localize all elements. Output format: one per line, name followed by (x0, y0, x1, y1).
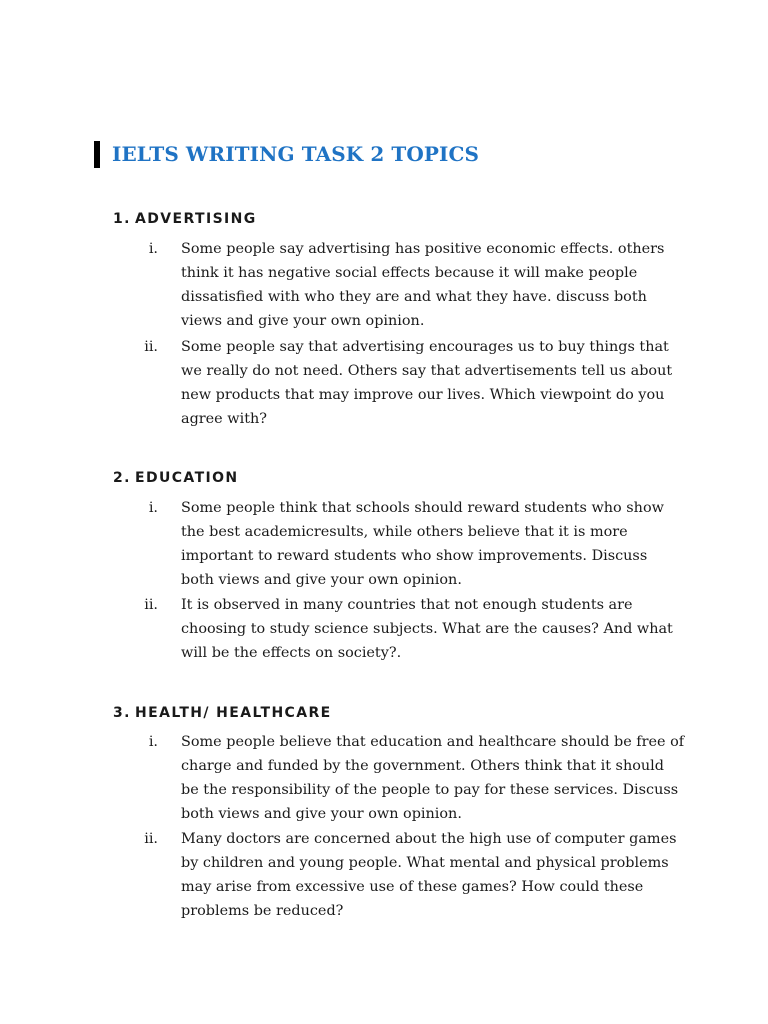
section-heading (113, 470, 239, 486)
text-line: It is observed in many countries that not enough students are (181, 597, 633, 613)
text-line: by children and young people. What mental and physical problems (181, 855, 669, 871)
list-item-text (181, 496, 664, 592)
text-line: charge and funded by the government. Others think that it should (181, 758, 664, 774)
title-block (94, 140, 479, 168)
list-marker: ii. (144, 597, 158, 613)
section-heading (113, 705, 332, 721)
list-marker: ii. (144, 831, 158, 847)
list-item-text (181, 237, 665, 333)
section-title: HEALTH/ HEALTHCARE (135, 705, 332, 721)
text-line: think it has negative social effects because it will make people (181, 265, 638, 281)
text-line: Some people say advertising has positive economic effects. others (181, 241, 665, 257)
text-line: may arise from excessive use of these games? How could these (181, 879, 644, 895)
list-item-text (181, 730, 685, 826)
text-line: new products that may improve our lives. Which viewpoint do you (181, 387, 665, 403)
list-item-text (181, 335, 673, 431)
list-item-text (181, 593, 673, 665)
list-marker: i. (148, 500, 158, 516)
section-number: 3. (113, 705, 131, 721)
list-marker: ii. (144, 339, 158, 355)
title-accent-bar (94, 141, 100, 168)
section-title: EDUCATION (135, 470, 239, 486)
text-line: important to reward students who show improvements. Discuss (181, 548, 648, 564)
text-line: both views and give your own opinion. (181, 806, 462, 822)
text-line: will be the effects on society?. (181, 645, 402, 661)
text-line: problems be reduced? (181, 903, 344, 919)
text-line: dissatisfied with who they are and what they have. discuss both (181, 289, 647, 305)
text-line: Some people think that schools should reward students who show (181, 500, 664, 516)
text-line: Many doctors are concerned about the high use of computer games (181, 831, 677, 847)
list-marker: i. (148, 241, 158, 257)
section-heading (113, 211, 257, 227)
text-line: agree with? (181, 411, 267, 427)
text-line: Some people believe that education and healthcare should be free of (181, 734, 685, 750)
section-number: 2. (113, 470, 131, 486)
list-marker: i. (148, 734, 158, 750)
list-item-text (181, 827, 677, 923)
page-title: IELTS WRITING TASK 2 TOPICS (112, 142, 480, 166)
text-line: the best academicresults, while others believe that it is more (181, 524, 628, 540)
section-title: ADVERTISING (135, 211, 257, 227)
text-line: choosing to study science subjects. What are the causes? And what (181, 621, 673, 637)
text-line: views and give your own opinion. (181, 313, 425, 329)
text-line: we really do not need. Others say that advertisements tell us about (181, 363, 673, 379)
section-number: 1. (113, 211, 131, 227)
text-line: both views and give your own opinion. (181, 572, 462, 588)
text-line: Some people say that advertising encourages us to buy things that (181, 339, 669, 355)
text-line: be the responsibility of the people to pay for these services. Discuss (181, 782, 679, 798)
